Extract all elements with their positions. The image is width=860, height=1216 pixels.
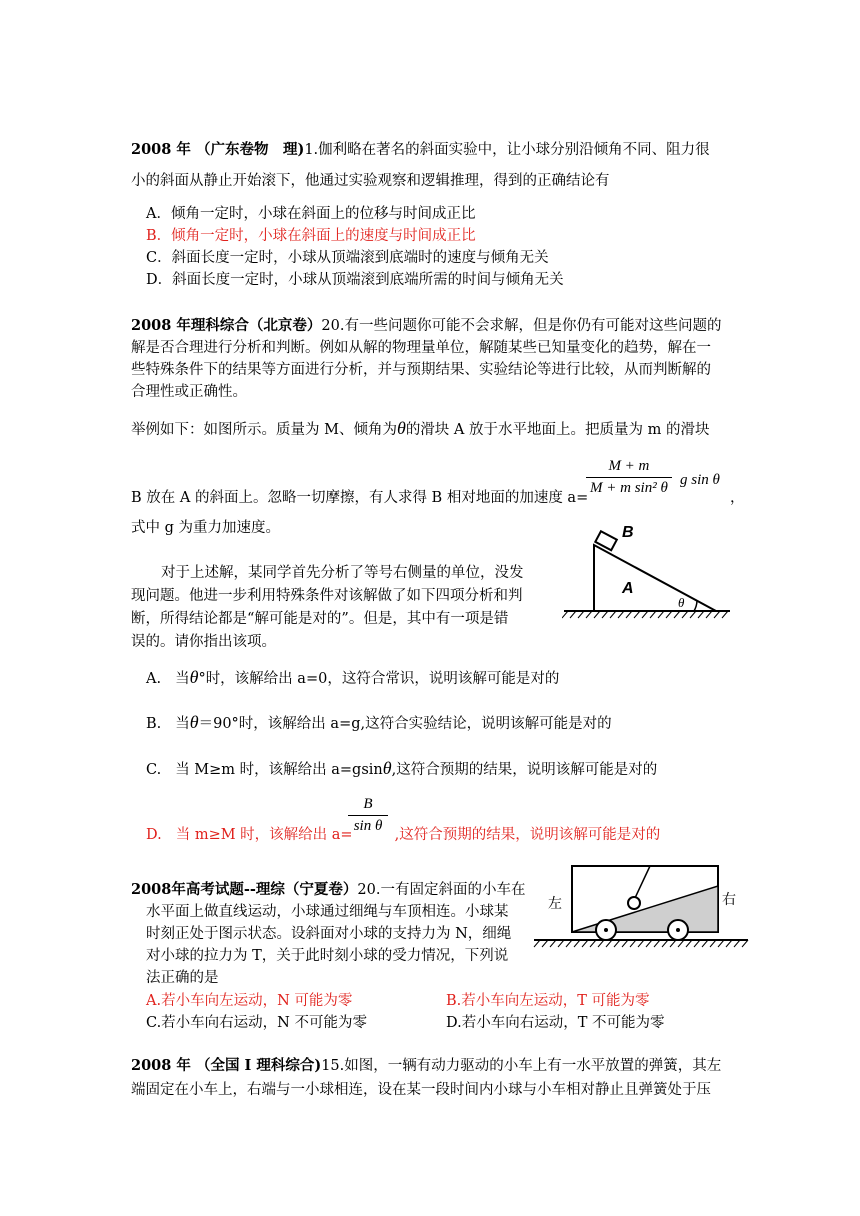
q3-option-b: B.若小车向左运动，T 可能为零 — [446, 993, 650, 1009]
theta-symbol: θ — [396, 418, 406, 438]
q2-option-c-letter: C. — [146, 762, 162, 778]
q1-option-c: C．斜面长度一定时，小球从顶端滚到底端时的速度与倾角无关 — [146, 250, 549, 266]
q1-source: 2008 年 （广东卷物 理) — [131, 141, 305, 158]
optD-numerator: B — [363, 796, 373, 812]
q4-source: 2008 年 （全国 I 理科综合) — [131, 1057, 322, 1074]
q3-stem-line-1: 2008年高考试题--理综（宁夏卷）20.一有固定斜面的小车在 — [131, 881, 526, 898]
accel-comma: ， — [730, 490, 745, 506]
incline-figure — [562, 525, 734, 625]
q2-option-b-letter: B. — [146, 716, 162, 732]
q3-stem-line-2: 水平面上做直线运动，小球通过细绳与车顶相连。小球某 — [146, 904, 509, 920]
q3-stem-line-3: 时刻正处于图示状态。设斜面对小球的支持力为 N，细绳 — [146, 926, 512, 942]
q2-stem-line-3: 些特殊条件下的结果等方面进行分析，并与预期结果、实验结论等进行比较，从而判断解的 — [131, 362, 711, 378]
q1-stem-line-2: 小的斜面从静止开始滚下，他通过实验观察和逻辑推理，得到的正确结论有 — [131, 173, 610, 189]
ground-hatch — [562, 611, 728, 618]
q2-source: 2008 年理科综合（北京卷） — [131, 317, 322, 334]
q2-para-line-3: 断，所得结论都是“解可能是对的”。但是，其中有一项是错 — [131, 611, 509, 627]
accel-fraction — [586, 458, 672, 497]
optD-fraction — [348, 796, 388, 835]
q2-option-b: B. 当θ＝90°时，该解给出 a=g,这符合实验结论，说明该解可能是对的 — [146, 712, 612, 732]
fraction-bar — [586, 477, 672, 478]
q3-stem-line-4: 对小球的拉力为 T，关于此时刻小球的受力情况，下列说 — [146, 948, 509, 964]
q1-option-b: B．倾角一定时，小球在斜面上的速度与时间成正比 — [146, 228, 476, 244]
q1-stem-line-1 — [131, 140, 710, 160]
q2-option-d-letter: D. — [146, 827, 162, 843]
label-theta: θ — [678, 595, 685, 610]
cart-figure — [530, 860, 752, 954]
ball — [628, 897, 640, 909]
q2-example-line — [131, 418, 709, 440]
q2-option-a: A. 当θ°时，该解给出 a=0，这符合常识，说明该解可能是对的 — [146, 667, 560, 687]
q4-stem-line-1: 2008 年 （全国 I 理科综合)15.如图，一辆有动力驱动的小车上有一水平放置的弹簧，其左 — [131, 1057, 722, 1074]
optD-bar — [348, 815, 388, 816]
q1-stem-1: 1.伽利略在著名的斜面实验中，让小球分别沿倾角不同、阻力很 — [304, 142, 710, 158]
q1-option-a: A．倾角一定时，小球在斜面上的位移与时间成正比 — [146, 206, 476, 222]
q4-stem-line-2: 端固定在小车上，右端与一小球相连，设在某一段时间内小球与小车相对静止且弹簧处于压 — [131, 1082, 711, 1098]
q2-para-line-2: 现问题。他进一步利用特殊条件对该解做了如下四项分析和判 — [131, 588, 523, 604]
q2-option-c: C. 当 M≥m 时，该解给出 a=gsinθ,这符合预期的结果，说明该解可能是对的 — [146, 758, 658, 778]
q2-para-line-4: 误的。请你指出该项。 — [131, 634, 276, 650]
q1-option-d: D．斜面长度一定时，小球从顶端滚到底端所需的时间与倾角无关 — [146, 272, 564, 288]
q2-stem-line-4: 合理性或正确性。 — [131, 384, 247, 400]
q3-source: 2008年高考试题--理综（宁夏卷） — [131, 881, 358, 898]
q2-option-a-letter: A. — [146, 671, 162, 687]
q2-stem-line-2: 解是否合理进行分析和判断。例如从解的物理量单位，解随某些已知量变化的趋势，解在一 — [131, 340, 711, 356]
q3-stem-line-5: 法正确的是 — [146, 970, 219, 986]
q2-example-b: 的滑块 A 放于水平地面上。把质量为 m 的滑块 — [405, 422, 710, 438]
q2-para-line-1: 对于上述解，某同学首先分析了等号右侧量的单位，没发 — [161, 565, 524, 581]
fraction-numerator: M + m — [608, 458, 650, 474]
q3-option-d: D.若小车向右运动，T 不可能为零 — [446, 1015, 665, 1031]
q2-accel-line: B 放在 A 的斜面上。忽略一切摩擦，有人求得 B 相对地面的加速度 a= — [131, 490, 589, 506]
cart-ground-hatch — [534, 940, 748, 947]
accel-tail: g sin θ — [680, 472, 720, 488]
label-right: 右 — [722, 892, 736, 908]
optD-denominator: sin θ — [353, 818, 383, 834]
label-b: B — [622, 525, 634, 541]
fraction-denominator: M + m sin² θ — [590, 480, 668, 496]
q3-option-c: C.若小车向右运动，N 不可能为零 — [146, 1015, 367, 1031]
label-a: A — [622, 580, 634, 597]
q2-option-d: D. 当 m≥M 时，该解给出 a= ,这符合预期的结果，说明该解可能是对的 — [146, 827, 661, 843]
q3-option-a: A.若小车向左运动，N 可能为零 — [146, 993, 353, 1009]
label-left: 左 — [548, 896, 562, 912]
q2-stem-1: 20.有一些问题你可能不会求解，但是你仍有可能对这些问题的 — [321, 318, 722, 334]
q2-example-a: 举例如下：如图所示。质量为 M、倾角为 — [131, 422, 397, 438]
q2-g-line: 式中 g 为重力加速度。 — [131, 520, 280, 536]
q2-stem-line-1 — [131, 316, 721, 336]
